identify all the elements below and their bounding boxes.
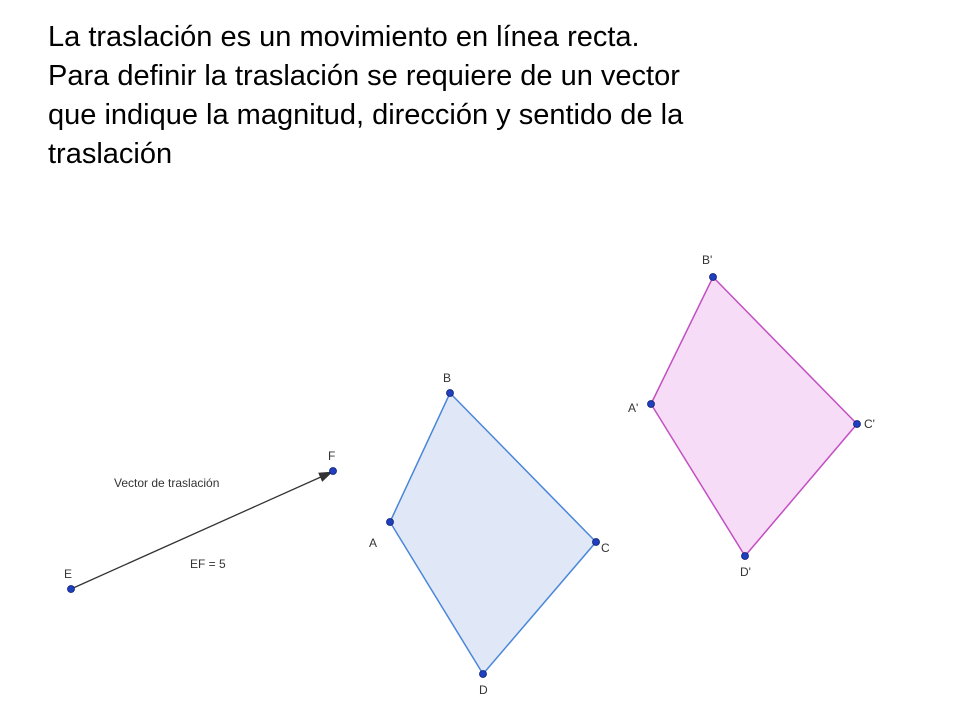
- polygon-abcd-prime: [651, 277, 857, 556]
- point-e-label: E: [64, 567, 73, 581]
- original-polygon: [369, 371, 610, 697]
- paragraph-line-4: traslación: [48, 138, 173, 170]
- paragraph-line-1: La traslación es un movimiento en línea recta.: [48, 21, 640, 53]
- point-c-label: C: [601, 541, 610, 555]
- point-b-label: B: [443, 371, 452, 385]
- point-f: [330, 468, 337, 475]
- point-e: [68, 586, 75, 593]
- point-d-prime-label: D': [740, 565, 751, 579]
- point-d-label: D: [479, 683, 488, 697]
- paragraph-line-2: Para definir la traslación se requiere de un vector: [48, 60, 680, 92]
- translated-polygon: [628, 253, 875, 579]
- point-b: [447, 390, 454, 397]
- point-d: [480, 671, 487, 678]
- vector-measure: EF = 5: [190, 557, 226, 571]
- point-d-prime: [742, 553, 749, 560]
- point-c-prime-label: C': [864, 417, 875, 431]
- point-b-prime: [710, 274, 717, 281]
- point-f-label: F: [328, 449, 336, 463]
- paragraph-line-3: que indique la magnitud, dirección y sentido de la: [48, 99, 684, 131]
- point-c: [593, 539, 600, 546]
- point-a-prime-label: A': [628, 401, 639, 415]
- point-a-label: A: [369, 536, 378, 550]
- translation-vector: [64, 449, 337, 593]
- polygon-abcd: [390, 393, 596, 674]
- point-c-prime: [854, 421, 861, 428]
- point-a-prime: [648, 401, 655, 408]
- vector-caption: Vector de traslación: [114, 476, 220, 490]
- point-b-prime-label: B': [702, 253, 713, 267]
- point-a: [387, 519, 394, 526]
